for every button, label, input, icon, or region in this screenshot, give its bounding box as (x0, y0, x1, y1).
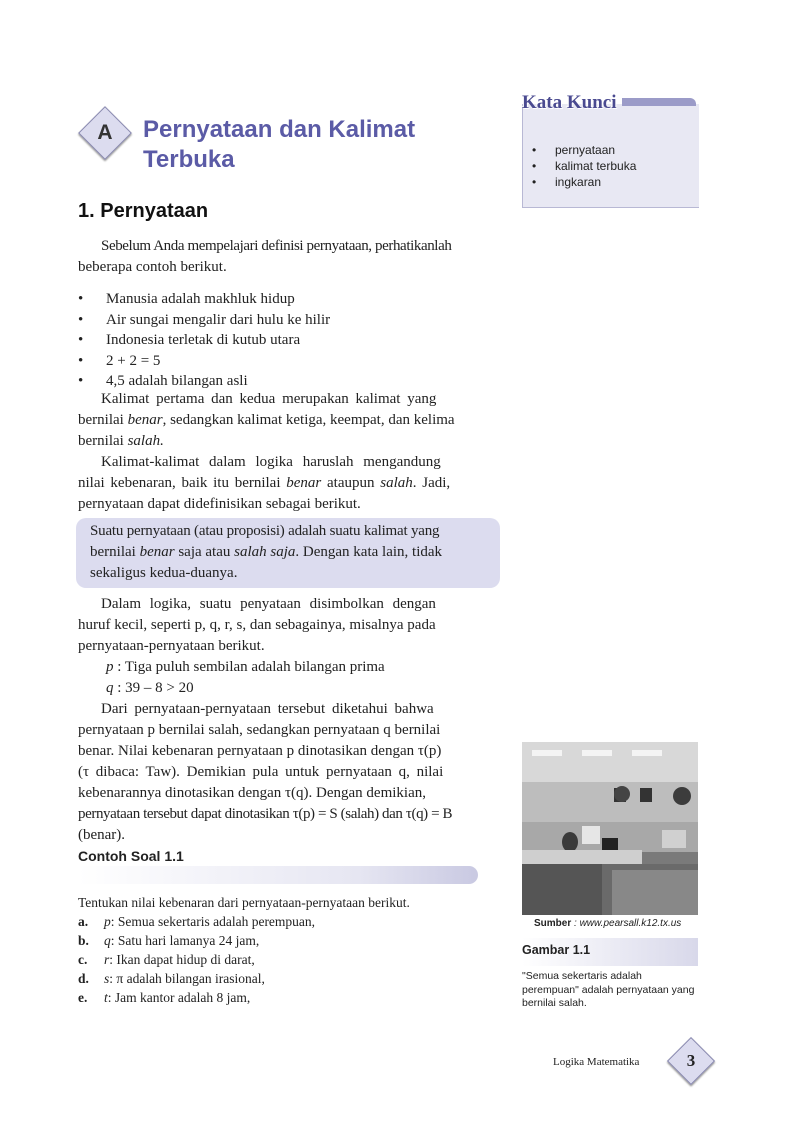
intro-line2: beberapa contoh berikut. (78, 259, 227, 275)
exercise-item: b. q : Satu hari lamanya 24 jam, (78, 933, 260, 948)
list-item: • Indonesia terletak di kutub utara (78, 330, 502, 351)
office-photo (522, 742, 698, 915)
page-number: 3 (686, 1051, 696, 1070)
intro-line1: Sebelum Anda mempelajari definisi pernyataan, perhatikanlah (101, 238, 452, 254)
truth-line3: bernilai salah. (78, 433, 164, 449)
office-photo-illustration (522, 742, 698, 915)
symbol-paragraph (78, 594, 502, 699)
exercise-prompt: Tentukan nilai kebenaran dari pernyataan-pernyataan berikut. (78, 895, 410, 910)
list-item: • 4,5 adalah bilangan asli (78, 371, 502, 392)
truth-line1: Kalimat pertama dan kedua merupakan kalimat yang (101, 391, 437, 407)
photo-source: Sumber : www.pearsall.k12.tx.us (534, 918, 682, 929)
intro-paragraph (78, 236, 502, 278)
list-item: • Air sungai mengalir dari hulu ke hilir (78, 310, 502, 331)
value-line4: (τ dibaca: Taw). Demikian pula untuk pernyataan q, nilai (78, 764, 444, 780)
section-title-line1: Pernyataan dan Kalimat (143, 116, 416, 143)
figure-caption: "Semua sekertaris adalah perempuan" adalah pernyataan yang bernilai salah. (522, 970, 695, 1009)
truth-paragraph (78, 389, 502, 452)
section-title (143, 115, 415, 175)
definition-line1: Suatu pernyataan (atau proposisi) adalah suatu kalimat yang (90, 523, 440, 539)
section-title-line2: Terbuka (143, 146, 235, 173)
value-line7: (benar). (78, 827, 126, 843)
statement-q: q : 39 – 8 > 20 (106, 680, 194, 696)
logic-line3: pernyataan dapat didefinisikan sebagai berikut. (78, 496, 361, 512)
keyword-item: • kalimat terbuka (532, 158, 636, 174)
definition-text (90, 521, 494, 584)
value-line2: pernyataan p bernilai salah, sedangkan pernyataan q bernilai (78, 722, 441, 738)
truth-line2: bernilai benar, sedangkan kalimat ketiga, keempat, dan kelima (78, 412, 455, 428)
definition-line2: bernilai benar saja atau salah saja. Dengan kata lain, tidak (90, 544, 443, 560)
logic-line1: Kalimat-kalimat dalam logika haruslah mengandung (101, 454, 441, 470)
exercise-item: a. p : Semua sekertaris adalah perempuan, (78, 914, 316, 929)
section-letter: A (97, 121, 113, 144)
figure-title: Gambar 1.1 (522, 943, 591, 957)
list-item: • 2 + 2 = 5 (78, 351, 502, 372)
example-title: Contoh Soal 1.1 (78, 848, 184, 864)
value-line3: benar. Nilai kebenaran pernyataan p dinotasikan dengan τ(p) (78, 743, 442, 759)
definition-line3: sekaligus kedua-duanya. (90, 565, 238, 581)
value-line6: pernyataan tersebut dapat dinotasikan τ(p) = S (salah) dan τ(q) = B (78, 806, 453, 822)
page-number-badge (666, 1036, 716, 1086)
keyword-item: • ingkaran (532, 174, 636, 190)
example-header-bar (78, 866, 478, 884)
exercise-item: c. r : Ikan dapat hidup di darat, (78, 952, 255, 967)
exercise-item: e. t : Jam kantor adalah 8 jam, (78, 990, 251, 1005)
exercise-block (78, 893, 498, 1007)
value-paragraph (78, 699, 502, 846)
keyword-stripe (622, 98, 696, 106)
keyword-item: • pernyataan (532, 142, 636, 158)
keyword-list (532, 142, 636, 190)
word-salah: salah. (127, 433, 164, 449)
logic-line2: nilai kebenaran, baik itu bernilai benar ataupun salah. Jadi, (78, 475, 451, 491)
symbol-line3: pernyataan-pernyataan berikut. (78, 638, 265, 654)
keyword-title: Kata Kunci (522, 92, 617, 113)
logic-paragraph (78, 452, 502, 515)
value-line5: kebenarannya dinotasikan dengan τ(q). Dengan demikian, (78, 785, 426, 801)
statement-p: p : Tiga puluh sembilan adalah bilangan prima (106, 659, 385, 675)
word-benar: benar (127, 412, 163, 428)
section-badge (80, 108, 130, 158)
list-item: • Manusia adalah makhluk hidup (78, 289, 502, 310)
value-line1: Dari pernyataan-pernyataan tersebut diketahui bahwa (101, 701, 434, 717)
subsection-title: 1. Pernyataan (78, 200, 209, 222)
example-list (78, 289, 502, 392)
exercise-item: d. s : π adalah bilangan irasional, (78, 971, 265, 986)
symbol-line1: Dalam logika, suatu penyataan disimbolkan dengan (101, 596, 436, 612)
footer-book-title: Logika Matematika (553, 1056, 640, 1068)
symbol-line2: huruf kecil, seperti p, q, r, s, dan sebagainya, misalnya pada (78, 617, 436, 633)
